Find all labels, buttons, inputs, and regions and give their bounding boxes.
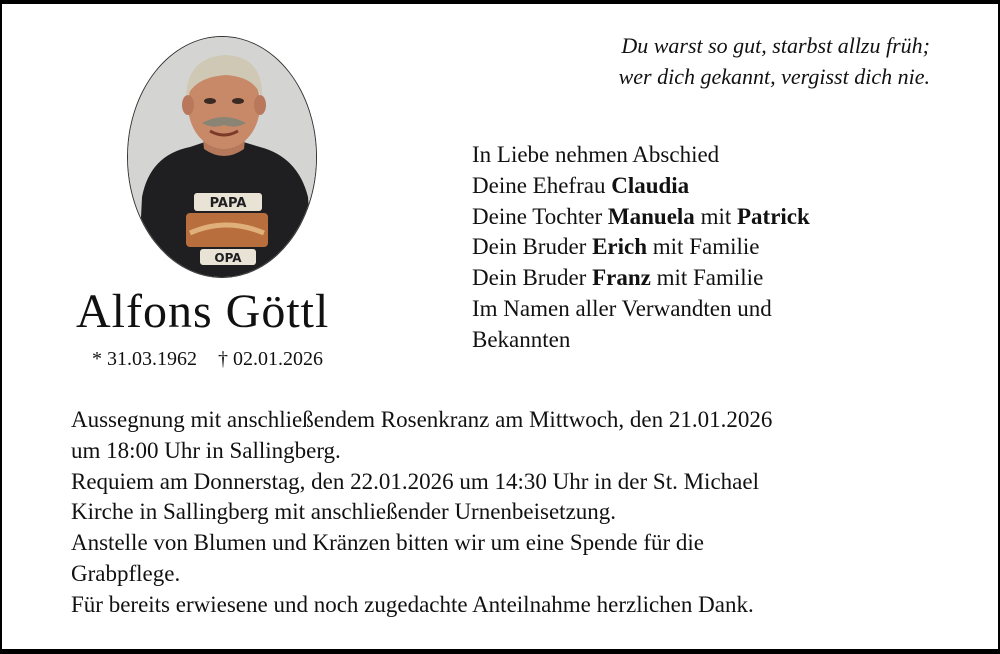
mourners-relatives-line-1: Im Namen aller Verwandten und <box>472 295 772 321</box>
death-date: † 02.01.2026 <box>218 348 323 370</box>
portrait-photo <box>127 36 317 278</box>
mourner-daughter-label: Deine Tochter <box>472 203 608 229</box>
mourner-daughter <box>472 202 810 233</box>
mourner-brother-2-suffix: mit Familie <box>650 265 764 291</box>
notice-line-6: Grabpflege. <box>71 560 181 586</box>
mourner-daughter-partner: Patrick <box>736 203 810 229</box>
mourner-brother-2 <box>472 263 810 294</box>
mourner-brother-2-label: Dein Bruder <box>472 265 593 291</box>
portrait-illustration <box>128 37 317 278</box>
service-notice <box>71 405 931 621</box>
shirt-text-papa: PAPA <box>209 196 247 211</box>
deceased-name: Alfons Göttl <box>76 285 330 338</box>
mourner-wife <box>472 171 810 202</box>
mourner-wife-name: Claudia <box>611 172 690 198</box>
mourners-list <box>472 140 810 356</box>
memorial-verse <box>619 30 930 92</box>
verse-line-2: wer dich gekannt, vergisst dich nie. <box>618 64 930 89</box>
mourner-brother-1-suffix: mit Familie <box>647 234 760 260</box>
notice-line-3: Requiem am Donnerstag, den 22.01.2026 um 14:30 Uhr in der St. Michael <box>71 468 759 494</box>
mourner-wife-label: Deine Ehefrau <box>472 172 612 198</box>
mourner-brother-2-name: Franz <box>592 265 651 291</box>
birth-date: * 31.03.1962 <box>92 348 197 370</box>
mourner-brother-1 <box>472 232 810 263</box>
life-dates <box>92 346 339 372</box>
notice-line-5: Anstelle von Blumen und Kränzen bitten wir um eine Spende für die <box>71 530 704 556</box>
notice-line-7: Für bereits erwiesene und noch zugedachte Anteilnahme herzlichen Dank. <box>71 591 754 617</box>
notice-line-1: Aussegnung mit anschließendem Rosenkranz am Mittwoch, den 21.01.2026 <box>71 407 773 432</box>
mourners-intro: In Liebe nehmen Abschied <box>472 142 720 167</box>
mourner-daughter-name: Manuela <box>607 203 695 229</box>
notice-line-4: Kirche in Sallingberg mit anschließender Urnenbeisetzung. <box>71 499 617 525</box>
shirt-text-opa: OPA <box>214 251 242 265</box>
mourner-brother-1-name: Erich <box>592 234 648 260</box>
mourner-daughter-mid: mit <box>694 203 737 229</box>
notice-line-2: um 18:00 Uhr in Sallingberg. <box>71 437 341 463</box>
verse-line-1: Du warst so gut, starbst allzu früh; <box>621 33 930 58</box>
mourner-brother-1-label: Dein Bruder <box>472 234 593 260</box>
mourners-relatives-line-2: Bekannten <box>472 326 571 352</box>
